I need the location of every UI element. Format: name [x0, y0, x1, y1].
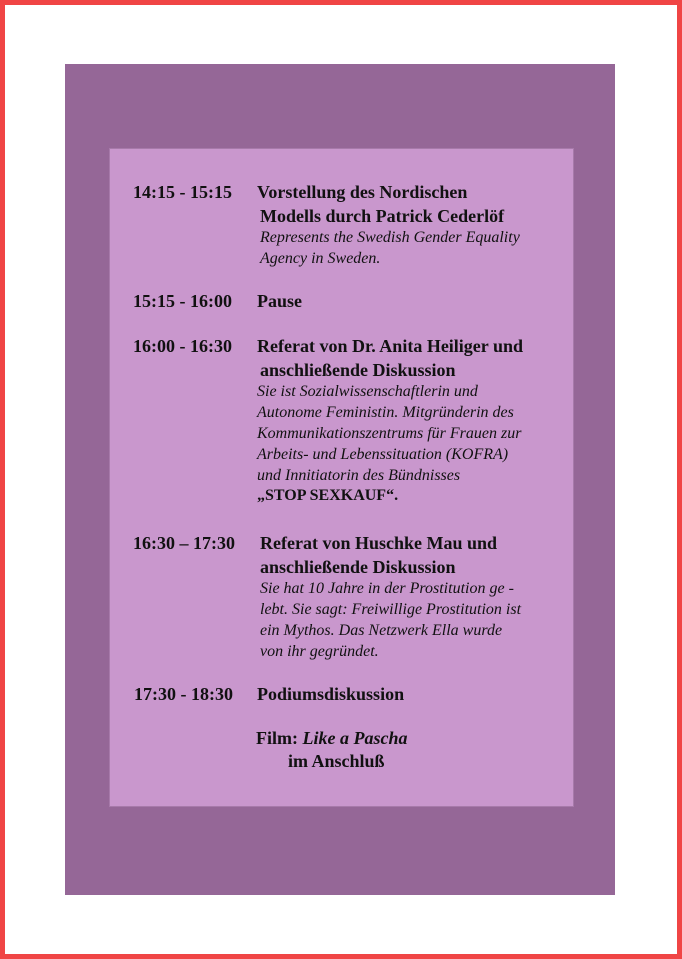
- item-title-line: anschließende Diskussion: [260, 557, 456, 577]
- program-item: [134, 683, 564, 707]
- item-title-line: Referat von Dr. Anita Heiliger und: [257, 336, 523, 356]
- film-note: [109, 726, 574, 776]
- film-subline: im Anschluß: [288, 751, 385, 771]
- program-item: [133, 532, 563, 662]
- item-description-line: Sie ist Sozialwissenschaftlerin und: [257, 383, 478, 400]
- stop-sexkauf-label: „STOP SEXKAUF“.: [257, 487, 399, 504]
- item-title-line: Vorstellung des Nordischen: [257, 182, 468, 202]
- program-item: [133, 335, 563, 515]
- item-time: 16:30 – 17:30: [133, 533, 235, 553]
- item-description-line: Autonome Feministin. Mitgründerin des: [257, 404, 514, 421]
- item-description-line: Sie hat 10 Jahre in der Prostitution ge -: [260, 580, 514, 597]
- item-description-line: und Innitiatorin des Bündnisses: [257, 467, 461, 484]
- item-time: 16:00 - 16:30: [133, 336, 232, 356]
- item-description-line: von ihr gegründet.: [260, 643, 379, 660]
- item-title-line: Referat von Huschke Mau und: [260, 533, 498, 553]
- item-description-line: Arbeits- und Lebenssituation (KOFRA): [257, 446, 509, 463]
- item-emphasis: [257, 485, 398, 507]
- item-description-line: Kommunikationszentrums für Frauen zur: [257, 425, 522, 442]
- program-item: [133, 181, 563, 271]
- item-title-line: Podiumsdiskussion: [257, 684, 405, 704]
- item-time: 17:30 - 18:30: [134, 684, 233, 704]
- item-description-line: ein Mythos. Das Netzwerk Ella wurde: [260, 622, 503, 639]
- item-time: 14:15 - 15:15: [133, 182, 232, 202]
- item-description-line: lebt. Sie sagt: Freiwillige Prostitution ist: [260, 601, 522, 618]
- film-title: Like a Pascha: [302, 728, 408, 748]
- item-description-line: Agency in Sweden.: [260, 250, 381, 267]
- program-item: [133, 290, 563, 314]
- item-title-line: Pause: [257, 291, 302, 311]
- item-time: 15:15 - 16:00: [133, 291, 232, 311]
- film-label: Film:: [256, 728, 298, 748]
- item-title-line: Modells durch Patrick Cederlöf: [260, 206, 505, 226]
- program-panel: [109, 148, 574, 807]
- item-title-line: anschließende Diskussion: [260, 360, 456, 380]
- item-description-line: Represents the Swedish Gender Equality: [260, 229, 520, 246]
